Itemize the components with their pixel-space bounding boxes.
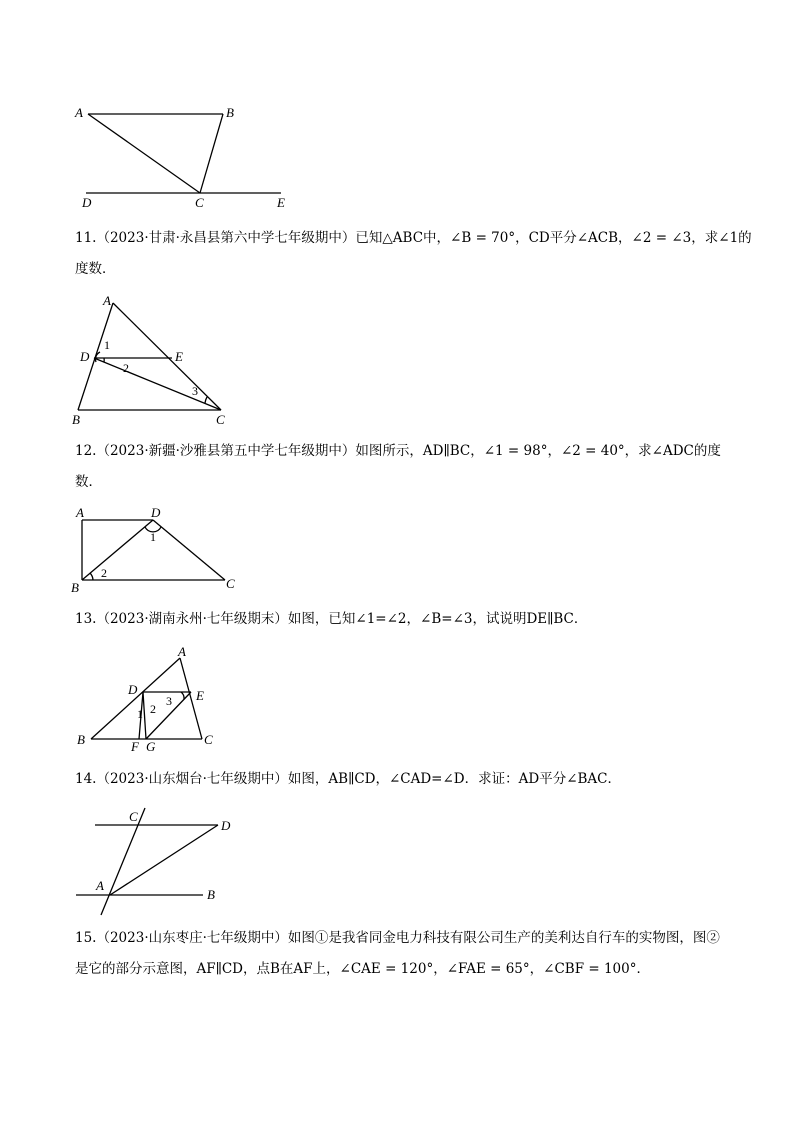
angle-label-2: 2 xyxy=(123,361,129,375)
label-B: B xyxy=(72,412,80,427)
angle-label-2: 2 xyxy=(150,702,156,716)
question-14-line1: 14.（2023·山东烟台·七年级期中）如图，AB∥CD，∠CAD=∠D．求证：AD平分∠BAC． xyxy=(75,771,622,787)
label-C: C xyxy=(226,576,235,591)
question-12-line2: 数． xyxy=(75,474,102,490)
label-B: B xyxy=(207,887,215,902)
label-D: D xyxy=(151,505,161,520)
angle-arc-3 xyxy=(181,692,184,699)
angle-label-1: 1 xyxy=(104,338,110,352)
label-F: F xyxy=(131,739,139,754)
label-C: C xyxy=(129,809,138,824)
question-13-line1: 13.（2023·湖南永州·七年级期末）如图，已知∠1=∠2，∠B=∠3，试说明DE∥BC． xyxy=(75,611,588,627)
segment-DF xyxy=(139,692,143,739)
segment-AC xyxy=(88,114,200,193)
label-E: E xyxy=(175,349,183,364)
segment-AC xyxy=(113,303,221,410)
label-C: C xyxy=(216,412,225,427)
angle-arc-1 xyxy=(95,352,100,362)
segment-DC xyxy=(94,358,221,410)
segment-AB xyxy=(78,303,113,410)
label-A: A xyxy=(96,878,104,893)
label-C: C xyxy=(204,732,213,747)
segment-DB xyxy=(82,520,153,580)
angle-arc-3 xyxy=(205,397,207,403)
segment-DG xyxy=(143,692,146,739)
angle-label-2: 2 xyxy=(101,566,107,580)
label-B: B xyxy=(226,105,234,120)
label-A: A xyxy=(75,105,83,120)
figure-q10 xyxy=(0,0,794,220)
label-A: A xyxy=(76,505,84,520)
angle-arc-1 xyxy=(145,527,161,532)
label-D: D xyxy=(82,195,92,210)
segment-AD xyxy=(110,825,218,895)
question-12-line1: 12.（2023·新疆·沙雅县第五中学七年级期中）如图所示，AD∥BC，∠1 = 98°，∠2 = 40°，求∠ADC的度 xyxy=(75,443,721,459)
angle-arc-2 xyxy=(90,573,93,580)
segment-DC xyxy=(153,520,225,580)
question-15-line1: 15.（2023·山东枣庄·七年级期中）如图①是我省同金电力科技有限公司生产的美利达自行车的实物图，图② xyxy=(75,930,720,946)
label-A: A xyxy=(103,293,111,308)
angle-label-3: 3 xyxy=(166,694,172,708)
label-C: C xyxy=(195,195,204,210)
label-D: D xyxy=(221,818,231,833)
label-A: A xyxy=(178,644,186,659)
question-11-line1: 11.（2023·甘肃·永昌县第六中学七年级期中）已知△ABC中，∠B = 70°，CD平分∠ACB，∠2 = ∠3，求∠1的 xyxy=(75,230,752,246)
label-B: B xyxy=(71,580,79,595)
angle-label-1: 1 xyxy=(150,530,156,544)
label-G: G xyxy=(146,739,156,754)
segment-EG xyxy=(146,692,191,739)
segment-AC xyxy=(180,658,202,739)
line-AC xyxy=(101,808,145,915)
segment-BC xyxy=(200,114,223,193)
question-15-line2: 是它的部分示意图，AF∥CD，点B在AF上，∠CAE = 120°，∠FAE = 65°，∠CBF = 100°． xyxy=(75,961,650,977)
question-11-line2: 度数． xyxy=(75,261,116,277)
angle-label-3: 3 xyxy=(192,384,198,398)
label-D: D xyxy=(128,682,138,697)
label-E: E xyxy=(196,688,204,703)
segment-AB xyxy=(91,658,180,739)
label-B: B xyxy=(77,732,85,747)
angle-label-1: 1 xyxy=(137,707,143,721)
label-D: D xyxy=(80,349,90,364)
label-E: E xyxy=(277,195,285,210)
